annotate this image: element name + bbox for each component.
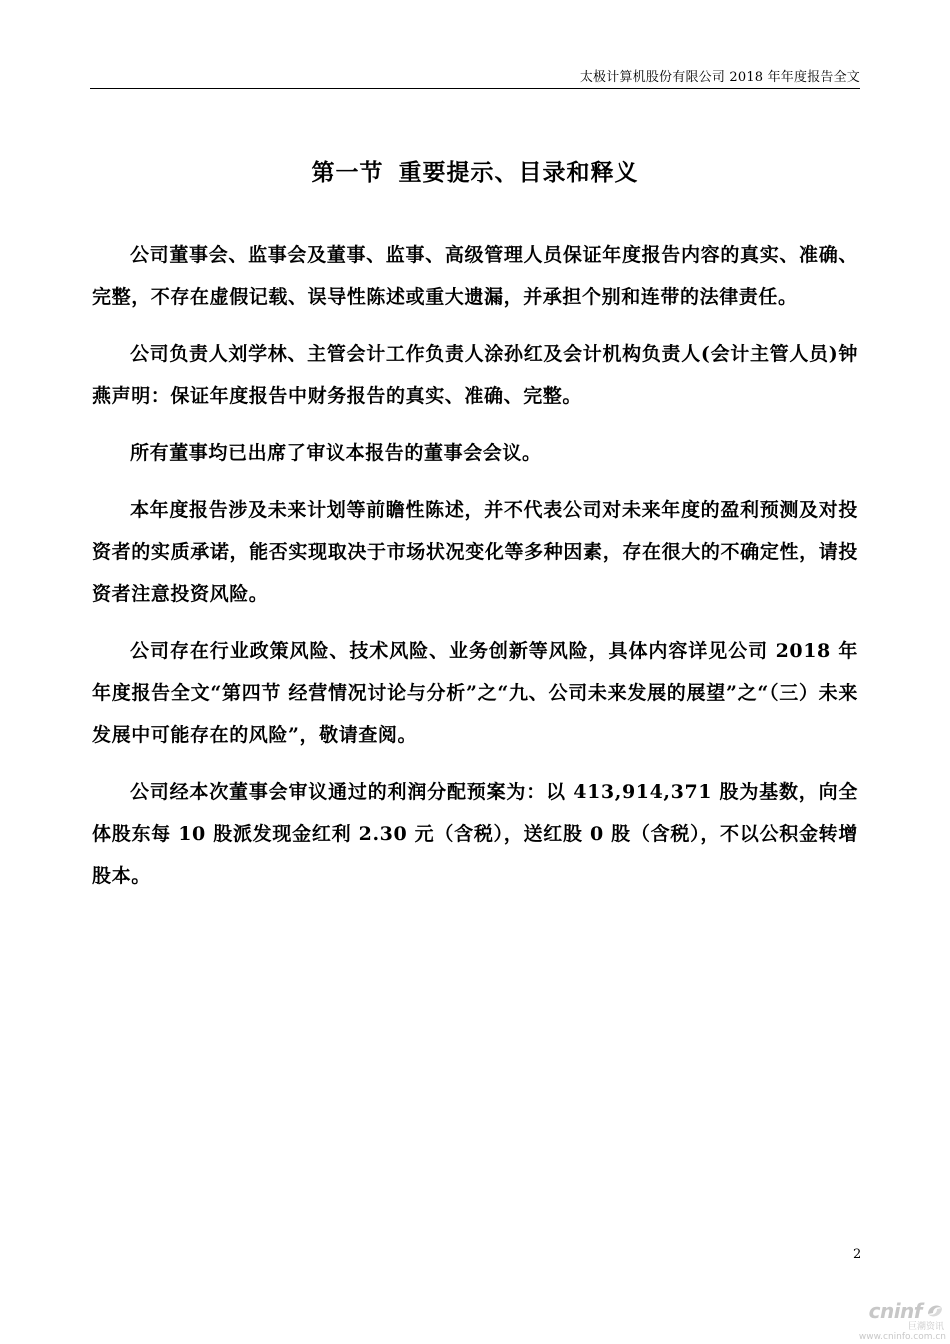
- page-number: 2: [853, 1247, 862, 1262]
- paragraph-responsible-persons: 公司负责人刘学林、主管会计工作负责人涂孙红及会计机构负责人(会计主管人员)钟燕声明：保证年度报告中财务报告的真实、准确、完整。: [92, 343, 858, 407]
- cninfo-url: www.cninfo.com.cn: [858, 1332, 946, 1342]
- paragraph-directors-attendance: 所有董事均已出席了审议本报告的董事会会议。: [130, 442, 542, 464]
- cninfo-subtitle: 巨潮资讯: [907, 1322, 944, 1332]
- paragraph-forward-looking: 本年度报告涉及未来计划等前瞻性陈述，并不代表公司对未来年度的盈利预测及对投资者的实质承诺，能否实现取决于市场状况变化等多种因素，存在很大的不确定性，请投资者注意投资风险。: [92, 499, 858, 605]
- cninfo-logo-text: cninf: [868, 1299, 922, 1323]
- body-text: [92, 234, 858, 912]
- page-header: [90, 60, 860, 89]
- paragraph-profit-distribution: 公司经本次董事会审议通过的利润分配预案为：以 413,914,371 股为基数，向全体股东每 10 股派发现金红利 2.30 元（含税），送红股 0 股（含税），不以公积金转增股本。: [92, 781, 858, 887]
- cninfo-watermark: [859, 1299, 946, 1342]
- paragraph-board-guarantee: 公司董事会、监事会及董事、监事、高级管理人员保证年度报告内容的真实、准确、完整，不存在虚假记载、误导性陈述或重大遗漏，并承担个别和连带的法律责任。: [92, 244, 858, 308]
- running-title: 太极计算机股份有限公司 2018 年年度报告全文: [579, 70, 860, 85]
- section-title: 第一节 重要提示、目录和释义: [311, 159, 639, 186]
- paragraph-risks: 公司存在行业政策风险、技术风险、业务创新等风险，具体内容详见公司 2018 年年度报告全文“第四节 经营情况讨论与分析”之“九、公司未来发展的展望”之“（三）未来发展中可能存在的风险”，敬请查阅。: [92, 640, 858, 746]
